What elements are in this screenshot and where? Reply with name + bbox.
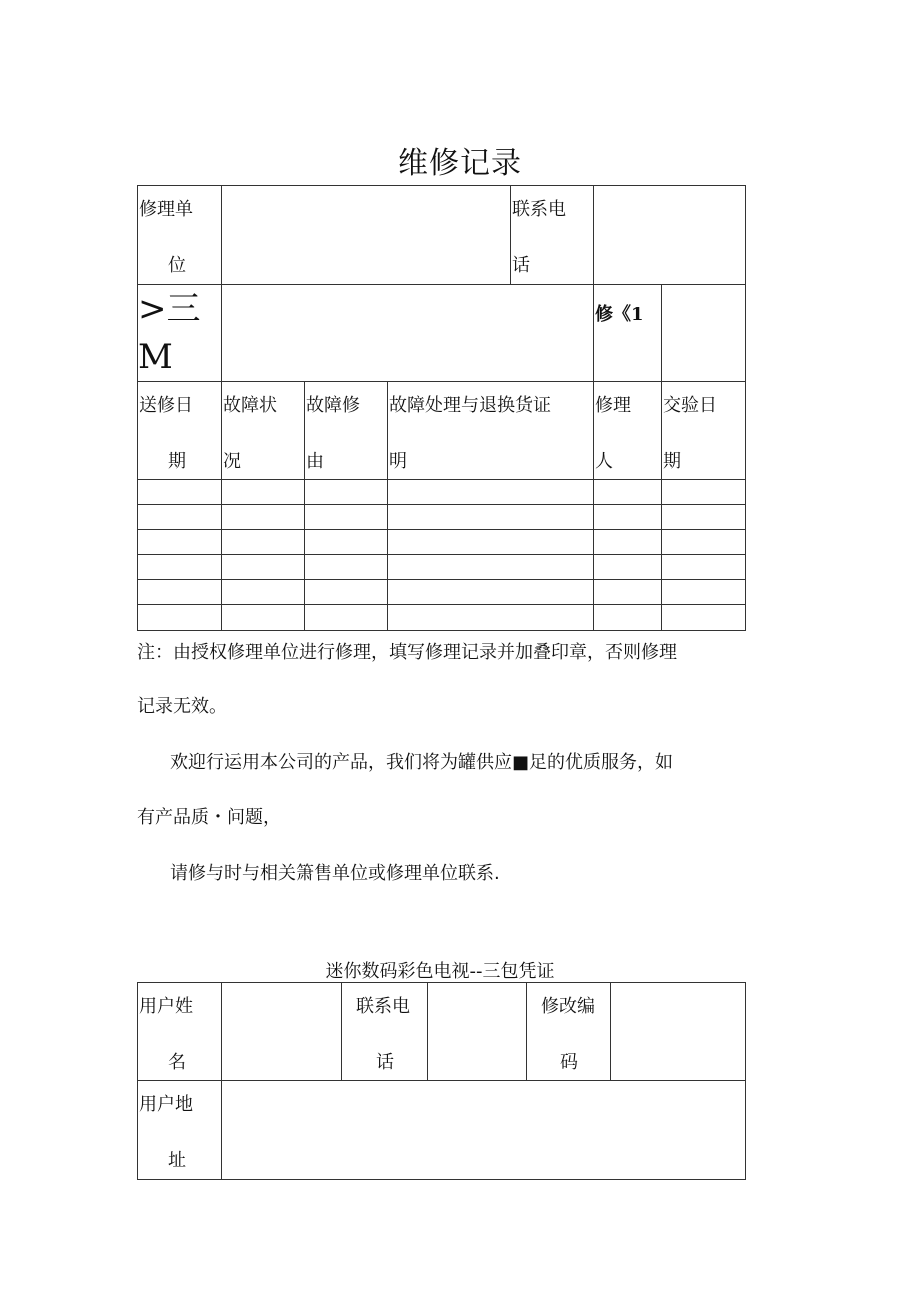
header-send-date: 送修日 期	[138, 382, 222, 480]
note-line-3: 欢迎行运用本公司的产品，我们将为罐供应■足的优质服务，如	[170, 752, 674, 773]
table-cell[interactable]	[594, 580, 662, 605]
note-line-2: 记录无效。	[137, 696, 227, 717]
table-cell[interactable]	[222, 530, 305, 555]
table-cell[interactable]	[138, 555, 222, 580]
table-cell[interactable]	[594, 505, 662, 530]
stamp-label: >三 M	[138, 285, 222, 382]
warranty-phone-label: 联系电 话	[342, 983, 428, 1081]
table-cell[interactable]	[594, 480, 662, 505]
edit-code-value[interactable]	[611, 983, 746, 1081]
note-line-5: 请修与时与相关箫售单位或修理单位联系.	[170, 863, 500, 884]
table-cell[interactable]	[305, 530, 388, 555]
table-cell[interactable]	[138, 530, 222, 555]
table-cell[interactable]	[662, 505, 746, 530]
stamp-area[interactable]	[222, 285, 594, 382]
table-cell[interactable]	[222, 480, 305, 505]
table-cell[interactable]	[305, 580, 388, 605]
table-cell[interactable]	[222, 580, 305, 605]
warranty-phone-value[interactable]	[428, 983, 527, 1081]
repair-phone-value[interactable]	[594, 186, 746, 285]
table-cell[interactable]	[138, 480, 222, 505]
table-cell[interactable]	[388, 580, 594, 605]
repair-mark-value[interactable]	[662, 285, 746, 382]
user-name-value[interactable]	[222, 983, 342, 1081]
header-fault-reason: 故障修 由	[305, 382, 388, 480]
table-cell[interactable]	[138, 605, 222, 630]
table-cell[interactable]	[662, 605, 746, 630]
table-cell[interactable]	[222, 605, 305, 630]
table-cell[interactable]	[594, 530, 662, 555]
table-cell[interactable]	[222, 505, 305, 530]
table-cell[interactable]	[305, 605, 388, 630]
table-cell[interactable]	[305, 480, 388, 505]
repair-unit-label: 修理单 位	[138, 186, 222, 285]
note-line-4: 有产品质・问题，	[137, 807, 281, 828]
repair-mark-label: 修《1	[594, 285, 662, 382]
repair-record-table	[137, 185, 746, 631]
user-name-label: 用户姓 名	[138, 983, 222, 1081]
table-cell[interactable]	[388, 505, 594, 530]
header-repairer: 修理 人	[594, 382, 662, 480]
user-address-value[interactable]	[222, 1081, 746, 1180]
table-cell[interactable]	[388, 480, 594, 505]
table-cell[interactable]	[388, 555, 594, 580]
table-cell[interactable]	[305, 555, 388, 580]
warranty-title: 迷你数码彩色电视--三包凭证	[325, 961, 555, 982]
header-fault-status: 故障状 况	[222, 382, 305, 480]
table-cell[interactable]	[222, 555, 305, 580]
page-title: 维修记录	[398, 146, 522, 181]
user-address-label: 用户地 址	[138, 1081, 222, 1180]
table-cell[interactable]	[138, 505, 222, 530]
table-cell[interactable]	[662, 555, 746, 580]
repair-unit-value[interactable]	[222, 186, 511, 285]
table-cell[interactable]	[305, 505, 388, 530]
table-cell[interactable]	[388, 530, 594, 555]
header-check-date: 交验日 期	[662, 382, 746, 480]
table-cell[interactable]	[594, 605, 662, 630]
header-handling-proof: 故障处理与退换货证 明	[388, 382, 594, 480]
table-cell[interactable]	[662, 530, 746, 555]
table-cell[interactable]	[662, 480, 746, 505]
table-cell[interactable]	[662, 580, 746, 605]
note-line-1: 注：由授权修理单位进行修理，填写修理记录并加叠印章，否则修理	[137, 642, 677, 663]
repair-phone-label: 联系电 话	[511, 186, 594, 285]
table-cell[interactable]	[594, 555, 662, 580]
table-cell[interactable]	[388, 605, 594, 630]
edit-code-label: 修改编 码	[527, 983, 611, 1081]
warranty-table	[137, 982, 746, 1180]
table-cell[interactable]	[138, 580, 222, 605]
